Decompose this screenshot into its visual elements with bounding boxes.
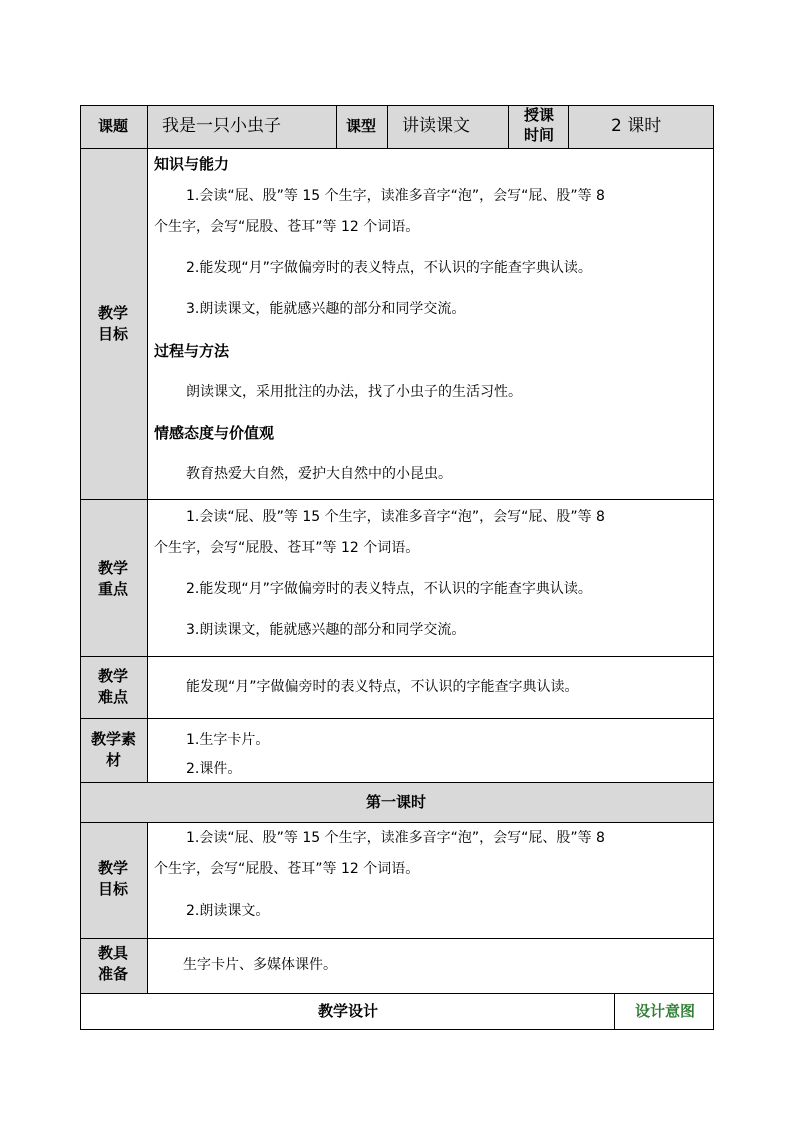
- knowledge-item-3: 3.朗读课文，能就感兴趣的部分和同学交流。: [186, 301, 466, 317]
- design-heading: 教学设计: [318, 1002, 379, 1020]
- materials-label-1: 教学素: [91, 730, 137, 748]
- knowledge-item-2: 2.能发现“月”字做偏旁时的表义特点，不认识的字能查字典认读。: [186, 260, 592, 276]
- lesson-objectives-label-2: 目标: [98, 880, 129, 898]
- label-course-title: 课题: [98, 117, 129, 135]
- keypoints-line3: 2.能发现“月”字做偏旁时的表义特点，不认识的字能查字典认读。: [186, 581, 592, 597]
- class-time: 2 课时: [611, 116, 662, 136]
- materials-item-1: 1.生字卡片。: [186, 732, 270, 748]
- rule: [387, 105, 388, 148]
- rule: [614, 993, 615, 1029]
- rule: [508, 105, 509, 148]
- lesson-objectives-label-1: 教学: [98, 859, 129, 877]
- process-heading: 过程与方法: [154, 342, 230, 360]
- rule: [147, 822, 148, 993]
- keypoints-line4: 3.朗读课文，能就感兴趣的部分和同学交流。: [186, 622, 466, 638]
- tools-text: 生字卡片、多媒体课件。: [183, 957, 337, 973]
- tools-label-1: 教具: [98, 944, 129, 962]
- keypoints-label-2: 重点: [98, 580, 129, 598]
- rule: [80, 499, 714, 500]
- lesson-banner: 第一课时: [366, 793, 427, 811]
- label-course-type: 课型: [346, 117, 377, 135]
- rule: [336, 105, 337, 148]
- knowledge-heading: 知识与能力: [154, 155, 230, 173]
- difficulty-label-fill: [80, 656, 147, 718]
- difficulty-label-2: 难点: [98, 688, 129, 706]
- keypoints-label-fill: [80, 499, 147, 656]
- rule: [713, 105, 714, 1030]
- lesson-objectives-line3: 2.朗读课文。: [186, 903, 270, 919]
- emotion-text: 教育热爱大自然，爱护大自然中的小昆虫。: [186, 466, 452, 482]
- rule: [80, 656, 714, 657]
- objectives-label-1: 教学: [98, 304, 129, 322]
- tools-label-2: 准备: [98, 965, 129, 983]
- rule: [568, 105, 569, 148]
- keypoints-line2: 个生字，会写“屁股、苍耳”等 12 个词语。: [154, 540, 420, 556]
- rule: [80, 938, 714, 939]
- rule: [80, 1029, 714, 1030]
- materials-item-2: 2.课件。: [186, 761, 242, 777]
- process-text: 朗读课文，采用批注的办法，找了小虫子的生活习性。: [186, 384, 522, 400]
- difficulty-label-1: 教学: [98, 667, 129, 685]
- rule: [80, 105, 81, 1030]
- label-class-time-1: 授课: [524, 106, 555, 124]
- rule: [80, 148, 714, 149]
- objectives-label-2: 目标: [98, 325, 129, 343]
- label-class-time-2: 时间: [524, 126, 555, 144]
- course-title: 我是一只小虫子: [162, 116, 281, 136]
- emotion-heading: 情感态度与价值观: [154, 424, 275, 442]
- difficulty-text: 能发现“月”字做偏旁时的表义特点，不认识的字能查字典认读。: [186, 679, 579, 695]
- keypoints-label-1: 教学: [98, 559, 129, 577]
- rule: [80, 782, 714, 783]
- course-type: 讲读课文: [402, 116, 470, 136]
- lesson-objectives-line2: 个生字，会写“屁股、苍耳”等 12 个词语。: [154, 861, 420, 877]
- keypoints-line1: 1.会读“屁、股”等 15 个生字，读准多音字“泡”，会写“屁、股”等 8: [186, 509, 605, 525]
- objectives-label-fill: [80, 148, 147, 499]
- knowledge-item-1-line1: 1.会读“屁、股”等 15 个生字，读准多音字“泡”，会写“屁、股”等 8: [186, 188, 605, 204]
- rule: [80, 718, 714, 719]
- rule: [147, 105, 148, 782]
- rule: [80, 993, 714, 994]
- design-intent-heading: 设计意图: [635, 1002, 696, 1020]
- knowledge-item-1-line2: 个生字，会写“屁股、苍耳”等 12 个词语。: [154, 219, 420, 235]
- rule: [80, 822, 714, 823]
- materials-label-2: 材: [106, 751, 122, 769]
- lesson-objectives-line1: 1.会读“屁、股”等 15 个生字，读准多音字“泡”，会写“屁、股”等 8: [186, 830, 605, 846]
- rule: [80, 105, 714, 106]
- materials-label-fill: [80, 718, 147, 782]
